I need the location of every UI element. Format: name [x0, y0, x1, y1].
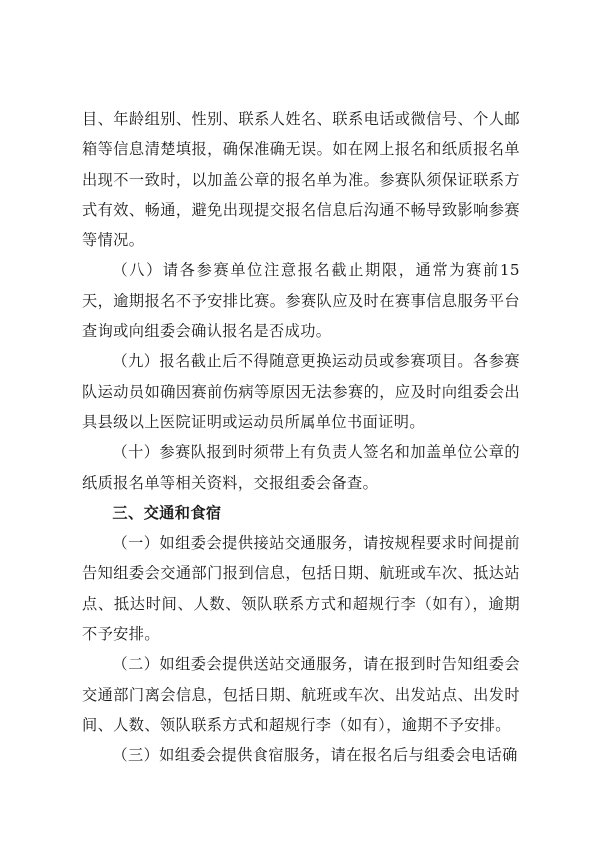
paragraph-item-9: （九）报名截止后不得随意更换运动员或参赛项目。各参赛队运动员如确因赛前伤病等原因无法参赛的，应及时向组委会出具县级以上医院证明或运动员所属单位书面证明。: [82, 352, 520, 431]
paragraph-transport-3: （三）如组委会提供食宿服务，请在报名后与组委会电话确: [112, 746, 518, 765]
paragraph-item-10: （十）参赛队报到时须带上有负责人签名和加盖单位公章的纸质报名单等相关资料，交报组委会备查。: [82, 443, 520, 492]
paragraph-transport-1: （一）如组委会提供接站交通服务，请按规程要求时间提前告知组委会交通部门报到信息，包括日期、航班或车次、抵达站点、抵达时间、人数、领队联系方式和超规行李（如有），逾期不予安排。: [82, 534, 520, 644]
section-heading: 三、交通和食宿: [112, 503, 222, 522]
document-body: [82, 104, 520, 771]
paragraph-item-8: （八）请各参赛单位注意报名截止期限，通常为赛前15天，逾期报名不予安排比赛。参赛队应及时在赛事信息服务平台查询或向组委会确认报名是否成功。: [82, 261, 520, 341]
paragraph-transport-2: （二）如组委会提供送站交通服务，请在报到时告知组委会交通部门离会信息，包括日期、航班或车次、出发站点、出发时间、人数、领队联系方式和超规行李（如有），逾期不予安排。: [82, 655, 520, 734]
paragraph-continuation: 目、年龄组别、性别、联系人姓名、联系电话或微信号、个人邮箱等信息清楚填报，确保准确无误。如在网上报名和纸质报名单出现不一致时，以加盖公章的报名单为准。参赛队须保证联系方式有效、畅通，避免出现提交报名信息后沟通不畅导致影响参赛等情况。: [82, 110, 520, 250]
